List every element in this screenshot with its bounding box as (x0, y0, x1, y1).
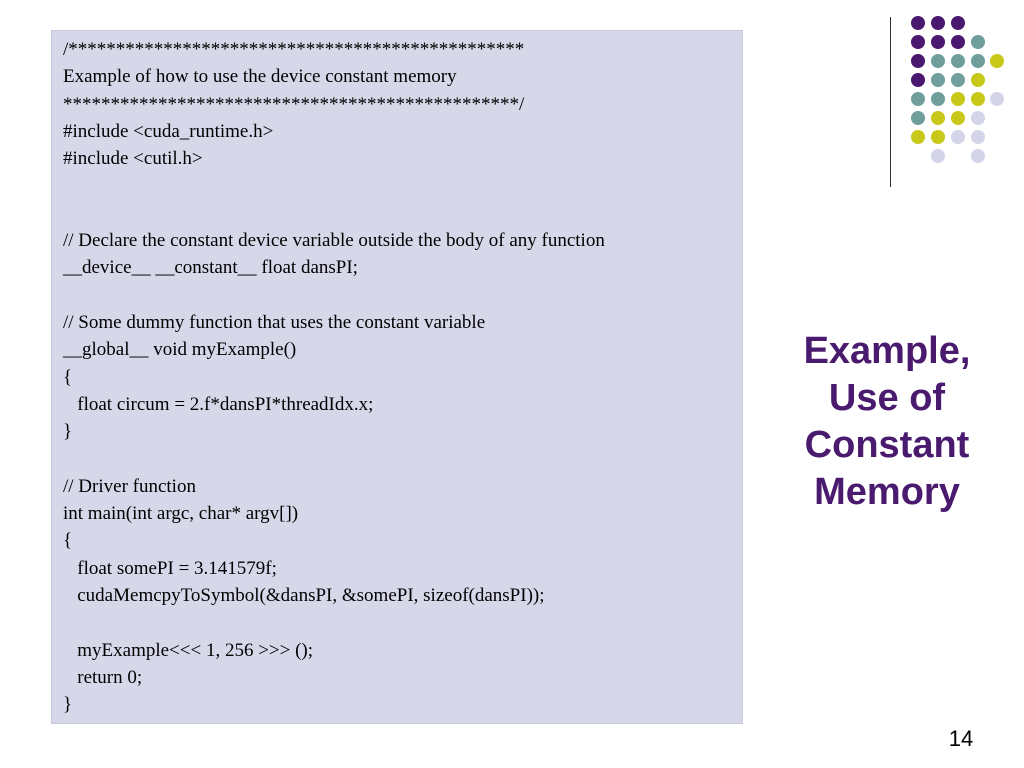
decorative-dot (911, 92, 925, 106)
decorative-dot (971, 111, 985, 125)
decorative-dot (951, 130, 965, 144)
code-line: // Some dummy function that uses the constant variable (63, 311, 486, 333)
code-line: cudaMemcpyToSymbol(&dansPI, &somePI, sizeof(dansPI)); (63, 584, 545, 606)
slide-title (782, 328, 992, 516)
decorative-dot (911, 73, 925, 87)
decorative-dot-grid (0, 0, 1024, 200)
title-line-4: Memory (814, 471, 960, 513)
decorative-dot (931, 130, 945, 144)
decorative-dot (971, 35, 985, 49)
title-line-3: Constant (804, 424, 970, 466)
code-line: /************************************************ (63, 39, 525, 60)
code-line: int main(int argc, char* argv[]) (63, 503, 299, 525)
decorative-dot (951, 35, 965, 49)
decorative-dot (911, 111, 925, 125)
code-line: { (63, 530, 73, 552)
decorative-dot (931, 149, 945, 163)
code-line: // Declare the constant device variable outside the body of any function (63, 230, 605, 252)
code-line: } (63, 421, 73, 443)
decorative-dot (971, 130, 985, 144)
decorative-dot (990, 92, 1004, 106)
decorative-dot (990, 54, 1004, 68)
decorative-dot (931, 16, 945, 30)
code-line: float somePI = 3.141579f; (63, 557, 277, 579)
decorative-dot (951, 54, 965, 68)
code-line: float circum = 2.f*dansPI*threadIdx.x; (63, 393, 374, 415)
decorative-dot (911, 16, 925, 30)
code-line: Example of how to use the device constant memory (63, 66, 457, 88)
decorative-dot (971, 92, 985, 106)
decorative-dot (971, 149, 985, 163)
decorative-dot (971, 73, 985, 87)
decorative-dot (911, 54, 925, 68)
code-line: __device__ __constant__ float dansPI; (63, 257, 358, 279)
title-line-2: Use of (828, 377, 946, 419)
code-line (63, 609, 742, 636)
code-line (63, 200, 742, 227)
decorative-dot (951, 73, 965, 87)
code-line: #include <cuda_runtime.h> (63, 120, 274, 142)
decorative-dot (951, 92, 965, 106)
code-line: ************************************************/ (63, 93, 525, 115)
decorative-dot (951, 111, 965, 125)
code-line: myExample<<< 1, 256 >>> (); (63, 639, 314, 661)
code-line (63, 282, 742, 309)
code-line (63, 445, 742, 472)
title-line-1: Example, (803, 330, 971, 372)
code-line: #include <cutil.h> (63, 148, 203, 170)
decorative-dot (931, 54, 945, 68)
decorative-dot (931, 35, 945, 49)
code-line: { (63, 366, 73, 388)
decorative-dot (951, 16, 965, 30)
decorative-dot (911, 35, 925, 49)
decorative-dot (911, 130, 925, 144)
decorative-dot (931, 111, 945, 125)
code-line: // Driver function (63, 475, 196, 497)
page-number: 14 (948, 726, 974, 751)
decorative-dot (971, 54, 985, 68)
decorative-dot (931, 73, 945, 87)
decorative-dot (931, 92, 945, 106)
code-line: } (63, 694, 73, 716)
code-line: __global__ void myExample() (63, 339, 297, 361)
code-line: return 0; (63, 666, 143, 688)
